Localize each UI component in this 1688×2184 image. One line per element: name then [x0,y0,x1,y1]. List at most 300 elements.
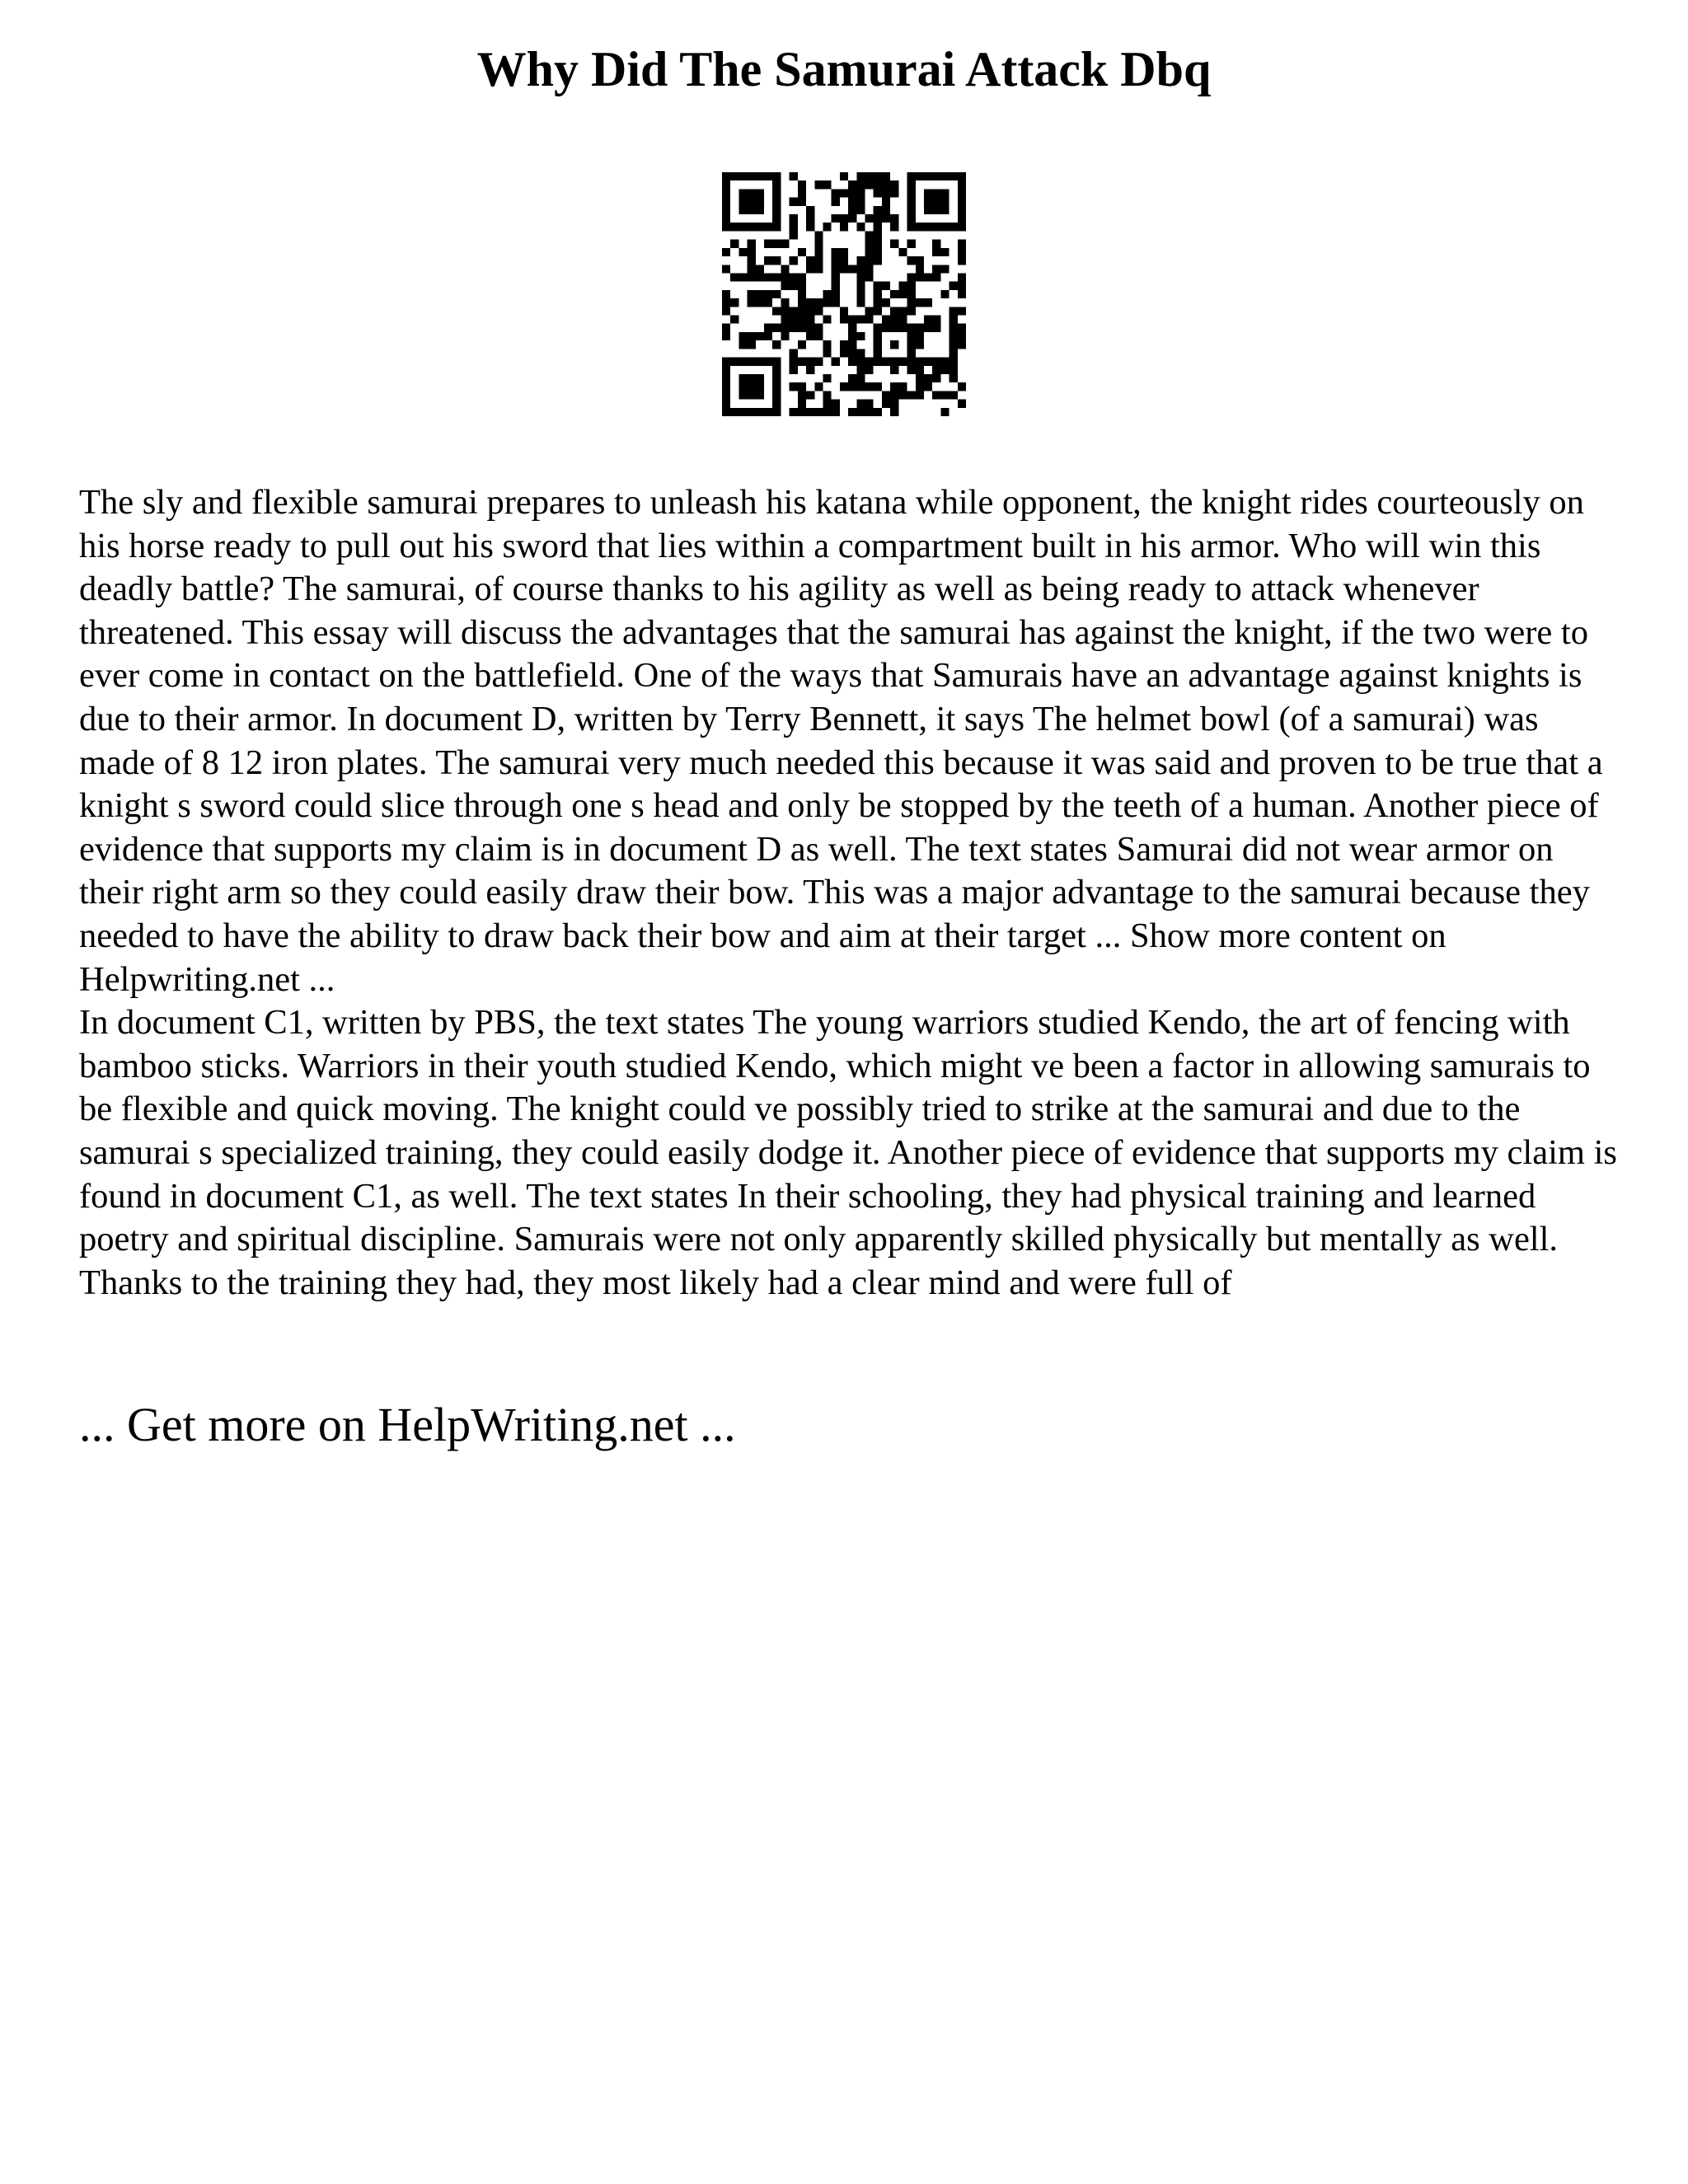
qr-module [798,180,806,189]
qr-module [907,366,916,374]
qr-module [890,180,898,189]
qr-module [832,265,840,273]
qr-module [823,298,831,307]
qr-module [722,214,730,223]
qr-module [772,198,781,206]
qr-module [756,382,764,391]
qr-module [865,240,874,248]
qr-module [722,298,730,307]
qr-module [940,391,949,399]
qr-module [814,324,823,332]
qr-module [932,374,940,382]
qr-module [772,400,781,408]
qr-module [932,391,940,399]
qr-module [772,358,781,366]
qr-module [874,290,882,298]
qr-module [840,340,848,349]
qr-module [790,172,798,180]
qr-module [890,240,898,248]
qr-module [890,324,898,332]
qr-module [958,240,966,248]
qr-module [848,332,856,340]
qr-module [722,366,730,374]
qr-module [756,298,764,307]
qr-module [848,265,856,273]
qr-module [848,189,856,197]
qr-module [916,391,924,399]
qr-module [840,349,848,357]
qr-module [890,358,898,366]
qr-module [907,198,916,206]
qr-module [823,374,831,382]
qr-module [772,307,781,315]
qr-module [907,206,916,214]
qr-module [898,324,907,332]
qr-module [840,223,848,231]
qr-module [890,223,898,231]
qr-module [932,248,940,256]
qr-module [722,248,730,256]
qr-module [832,189,840,197]
qr-module [722,324,730,332]
qr-module [958,256,966,265]
qr-module [874,214,882,223]
qr-module [748,273,756,281]
qr-module [848,316,856,324]
qr-module [730,408,738,416]
qr-module [874,223,882,231]
qr-module [748,340,756,349]
qr-module [798,248,806,256]
qr-module [781,307,789,315]
qr-module [865,214,874,223]
qr-module [848,382,856,391]
qr-module [950,282,958,290]
qr-module [814,248,823,256]
qr-module [738,391,747,399]
qr-module [907,290,916,298]
qr-module [764,223,772,231]
qr-module [781,240,789,248]
qr-module [823,223,831,231]
qr-module [924,223,932,231]
qr-module [916,273,924,281]
get-more-link[interactable]: ... Get more on HelpWriting.net ... [79,1398,736,1451]
qr-module [748,298,756,307]
qr-module [907,349,916,357]
qr-module [832,282,840,290]
qr-module [772,214,781,223]
qr-module [832,290,840,298]
qr-module [924,189,932,197]
qr-module [772,273,781,281]
qr-module [790,231,798,239]
qr-module [924,273,932,281]
qr-module [924,298,932,307]
qr-module [790,307,798,315]
qr-module [738,223,747,231]
qr-module [940,206,949,214]
qr-module [950,374,958,382]
qr-module [874,324,882,332]
qr-module [898,248,907,256]
qr-module [907,358,916,366]
qr-module [772,391,781,399]
qr-module [790,366,798,374]
qr-module [730,172,738,180]
qr-module [890,307,898,315]
qr-module [840,256,848,265]
qr-module [798,408,806,416]
qr-module [874,180,882,189]
qr-module [848,340,856,349]
qr-module [764,273,772,281]
qr-module [924,172,932,180]
qr-module [940,223,949,231]
qr-module [950,307,958,315]
qr-module [722,358,730,366]
qr-module [806,206,814,214]
qr-module [756,374,764,382]
qr-module [823,349,831,357]
qr-module [907,324,916,332]
qr-module [772,256,781,265]
qr-module [865,366,874,374]
qr-module [856,382,865,391]
qr-module [738,332,747,340]
qr-module [856,332,865,340]
qr-module [932,366,940,374]
qr-module [856,198,865,206]
qr-module [874,248,882,256]
qr-module [856,349,865,357]
qr-module [907,256,916,265]
qr-module [940,189,949,197]
qr-module [865,358,874,366]
qr-module [958,172,966,180]
qr-module [781,282,789,290]
qr-module [738,374,747,382]
qr-module [890,366,898,374]
qr-module [932,198,940,206]
qr-module [790,349,798,357]
qr-module [848,180,856,189]
qr-module [874,332,882,340]
qr-module [856,366,865,374]
qr-module [814,265,823,273]
qr-module [748,391,756,399]
qr-module [940,408,949,416]
qr-module [940,172,949,180]
qr-module [806,332,814,340]
qr-module [781,324,789,332]
qr-module [730,358,738,366]
qr-module [950,172,958,180]
qr-module [865,273,874,281]
qr-module [814,298,823,307]
qr-module [932,223,940,231]
qr-module [940,198,949,206]
qr-module [898,358,907,366]
qr-module [840,189,848,197]
qr-module [748,248,756,256]
qr-module [781,332,789,340]
qr-module [772,240,781,248]
qr-module [950,349,958,357]
qr-module [958,198,966,206]
qr-module [790,198,798,206]
qr-module [722,206,730,214]
qr-module [916,382,924,391]
qr-module [772,290,781,298]
qr-module [722,172,730,180]
qr-module [790,316,798,324]
qr-module [738,408,747,416]
qr-module [874,340,882,349]
qr-module [814,332,823,340]
qr-module [848,324,856,332]
qr-module [958,282,966,290]
qr-module [823,290,831,298]
qr-module [840,214,848,223]
qr-module [756,332,764,340]
qr-module [958,382,966,391]
qr-module [738,340,747,349]
qr-module [748,198,756,206]
qr-module [823,391,831,399]
qr-module [806,316,814,324]
qr-module [748,240,756,248]
qr-module [772,180,781,189]
qr-module [898,282,907,290]
qr-module [958,206,966,214]
qr-module [738,189,747,197]
qr-module [764,290,772,298]
qr-module [890,391,898,399]
qr-module [856,298,865,307]
qr-module [722,382,730,391]
qr-module [865,382,874,391]
qr-module [772,223,781,231]
qr-module [950,324,958,332]
qr-module [882,206,890,214]
qr-module [832,273,840,281]
qr-module [823,400,831,408]
qr-module [958,332,966,340]
qr-module [874,256,882,265]
qr-module [722,189,730,197]
qr-module [907,332,916,340]
qr-module [856,290,865,298]
qr-module [781,298,789,307]
qr-module [890,290,898,298]
qr-module [798,189,806,197]
qr-module [940,248,949,256]
qr-module [814,382,823,391]
qr-module [890,316,898,324]
qr-module [840,172,848,180]
qr-module [840,316,848,324]
qr-module [882,324,890,332]
qr-module [798,282,806,290]
qr-module [865,172,874,180]
qr-module [907,273,916,281]
qr-module [916,358,924,366]
qr-module [898,290,907,298]
qr-module [832,214,840,223]
qr-module [798,340,806,349]
qr-module [756,408,764,416]
qr-module [840,248,848,256]
qr-module [738,273,747,281]
qr-module [865,256,874,265]
qr-module [890,189,898,197]
qr-module [823,340,831,349]
qr-module [856,316,865,324]
qr-module [958,189,966,197]
qr-module [790,256,798,265]
qr-module [958,214,966,223]
qr-module [781,316,789,324]
qr-module [806,223,814,231]
qr-module [781,265,789,273]
qr-module [772,366,781,374]
qr-module [874,240,882,248]
qr-module [874,206,882,214]
qr-module [932,358,940,366]
qr-module [924,374,932,382]
qr-module [722,408,730,416]
qr-module [890,382,898,391]
qr-module [856,206,865,214]
qr-module [790,382,798,391]
qr-module [798,198,806,206]
qr-module [764,240,772,248]
qr-module [772,324,781,332]
qr-module [874,298,882,307]
qr-module [798,324,806,332]
qr-module [958,307,966,315]
qr-module [798,290,806,298]
qr-module [882,198,890,206]
qr-module [865,408,874,416]
qr-module [890,340,898,349]
qr-module [932,172,940,180]
qr-module [874,307,882,315]
qr-module [950,391,958,399]
qr-module [856,256,865,265]
qr-module [882,298,890,307]
qr-module [950,332,958,340]
qr-module [756,189,764,197]
qr-module [764,358,772,366]
qr-module [764,298,772,307]
qr-module [898,307,907,315]
qr-module [865,307,874,315]
qr-module [756,290,764,298]
qr-module [738,172,747,180]
qr-module [916,324,924,332]
qr-module [832,408,840,416]
qr-module [722,180,730,189]
qr-module [958,340,966,349]
qr-module [907,391,916,399]
qr-module [806,358,814,366]
qr-module [848,214,856,223]
qr-module [932,206,940,214]
qr-module [722,332,730,340]
qr-module [940,265,949,273]
qr-module [756,223,764,231]
qr-module [932,189,940,197]
qr-module [874,349,882,357]
qr-code-icon[interactable] [722,172,966,416]
qr-module [950,316,958,324]
qr-module [772,172,781,180]
qr-module [856,358,865,366]
qr-module [722,265,730,273]
qr-module [874,231,882,239]
qr-module [932,316,940,324]
qr-module [806,307,814,315]
qr-module [856,265,865,273]
qr-module [738,358,747,366]
qr-module [924,198,932,206]
qr-module [882,189,890,197]
qr-module [832,256,840,265]
qr-module [823,408,831,416]
qr-module [814,256,823,265]
qr-module [856,223,865,231]
qr-module [772,206,781,214]
qr-module [916,340,924,349]
qr-module [907,340,916,349]
qr-module [748,332,756,340]
qr-module [814,307,823,315]
qr-module [924,382,932,391]
qr-module [832,248,840,256]
qr-module [748,256,756,265]
qr-module [814,231,823,239]
qr-module [764,256,772,265]
qr-module [748,382,756,391]
qr-module [772,408,781,416]
qr-module [790,324,798,332]
qr-module [764,172,772,180]
qr-module [958,223,966,231]
qr-module [738,248,747,256]
qr-module [814,180,823,189]
qr-module [950,340,958,349]
qr-module [865,248,874,256]
qr-module [950,366,958,374]
qr-module [940,290,949,298]
qr-module [890,400,898,408]
qr-module [764,332,772,340]
qr-module [856,408,865,416]
qr-module [738,198,747,206]
qr-module [874,408,882,416]
qr-module [932,240,940,248]
qr-module [722,290,730,298]
qr-module [907,240,916,248]
qr-module [958,273,966,281]
qr-module [856,273,865,281]
qr-module [756,172,764,180]
qr-module [798,316,806,324]
qr-module [823,180,831,189]
qr-module [790,282,798,290]
